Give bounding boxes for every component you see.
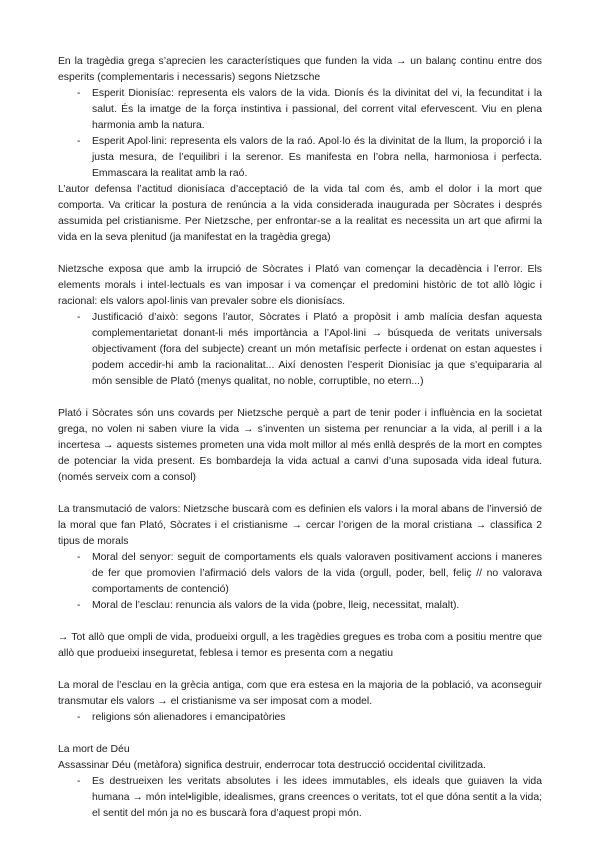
intro-paragraph: En la tragèdia grega s’aprecien les característiques que funden la vida → un balanç continu entre dos esperits (complementaris i necessaris) segons Nietzsche	[58, 56, 542, 83]
list-item-text: Esperit Apol·lini: representa els valors de la raó. Apol·lo és la divinitat de la llum, la proporció i la justa mesura, de l’equilibri i la serenor. Es manifesta en l’obra nella, harmoniosa i perfecta. Emmascara la realitat amb la raó.	[92, 136, 542, 179]
paragraph-gap	[58, 662, 542, 678]
arrow-paragraph: → Tot allò que ompli de vida, produeixi orgull, a les tragèdies gregues es troba com a positiu mentre que allò que produeixi inseguretat, feblesa i temor es presenta com a negatiu	[58, 632, 542, 659]
list-item-text: Moral del senyor: seguit de comportaments els quals valoraven positivament accions i maneres de fer que promovien l’afirmació dels valors de la vida (orgull, poder, bell, feliç // no valorava comportaments de contenció)	[92, 552, 542, 595]
list-item-truths-destroyed	[58, 774, 542, 822]
list-item-text: Moral de l’esclau: renuncia als valors de la vida (pobre, lleig, necessitat, malalt).	[92, 600, 460, 611]
paragraph-gap	[58, 614, 542, 630]
paragraph-gap	[58, 726, 542, 742]
intro-list	[58, 86, 542, 182]
death-of-god-list	[58, 774, 542, 822]
list-item-dionysian	[58, 86, 542, 134]
paragraph-gap	[58, 246, 542, 262]
list-item-master-morality	[58, 550, 542, 598]
list-item-text: Es destrueixen les veritats absolutes i les idees immutables, els ideals que guiaven la vida humana → món intel•ligible, idealismes, grans creences o veritats, tot el que dóna sentit a la vida; el sentit del món ja no es buscarà fora d’aquest propi món.	[92, 776, 542, 819]
bullet-dash: -	[77, 776, 81, 787]
bullet-dash: -	[77, 600, 81, 611]
decadence-list	[58, 310, 542, 390]
list-item-apollonian	[58, 134, 542, 182]
list-item-text: religions són alienadores i emancipatòries	[92, 712, 286, 723]
bullet-dash: -	[77, 136, 81, 147]
list-item-religions	[58, 710, 542, 726]
author-paragraph: L’autor defensa l’actitud dionisíaca d’acceptació de la vida tal com és, amb el dolor i la mort que comporta. Va criticar la postura de renúncia a la vida considerada inaugurada per Sòcrates i després assumida pel cristianisme. Per Nietzsche, per enfrontar-se a la realitat es necessita un art que afirmi la vida en la seva plenitud (ja manifestat en la tragèdia grega)	[58, 184, 542, 243]
bullet-dash: -	[77, 88, 81, 99]
decadence-paragraph: Nietzsche exposa que amb la irrupció de Sòcrates i Plató van començar la decadència i l’error. Els elements morals i intel·lectuals es van imposar i va començar el predomini històric de tot allò lògic i racional: els valors apol·linis van prevaler sobre els dionisíacs.	[58, 264, 542, 307]
section-title-death-of-god: La mort de Déu	[58, 744, 130, 755]
transmutation-list	[58, 550, 542, 614]
death-of-god-paragraph: Assassinar Déu (metàfora) significa destruir, enderrocar tota destrucció occidental civilitzada.	[58, 760, 486, 771]
paragraph-gap	[58, 390, 542, 406]
slave-morality-paragraph: La moral de l’esclau en la grècia antiga, com que era estesa en la majoria de la població, va aconseguir transmutar els valors → el cristianisme va ser imposat com a model.	[58, 680, 542, 707]
transmutation-paragraph: La transmutació de valors: Nietzsche buscarà com es definien els valors i la moral abans de l’inversió de la moral que fan Plató, Sòcrates i el cristianisme → cercar l’origen de la moral cristiana → classifica 2 tipus de morals	[58, 504, 542, 547]
list-item-text: Esperit Dionisíac: representa els valors de la vida. Dionís és la divinitat del vi, la fecunditat i la salut. És la imatge de la força instintiva i passional, del corrent vital efervescent. Viu en plena harmonia amb la natura.	[92, 88, 542, 131]
list-item-text: Justificació d’això: segons l’autor, Sòcrates i Plató a propòsit i amb malícia desfan aquesta complementarietat donant-li més importància a l’Apol·lini → búsqueda de veritats universals objectivament (fora del subjecte) creant un món metafísic perfecte i ordenat on estan aquestes i podem accedir-hi amb la racionalitat... Així denosten l’esperit Dionisíac ja que s’equipararia al món sensible de Plató (menys qualitat, no noble, corruptible, no etern...)	[92, 312, 542, 387]
list-item-justification	[58, 310, 542, 390]
bullet-dash: -	[77, 552, 81, 563]
bullet-dash: -	[77, 712, 81, 723]
list-item-slave-morality	[58, 598, 542, 614]
cowards-paragraph: Plató i Sòcrates són uns covards per Nietzsche perquè a part de tenir poder i influència en la societat grega, no volen ni saben viure la vida → s’inventen un sistema per renunciar a la vida, al perill i a la incertesa → aquests sistemes prometen una vida molt millor al més enllà després de la mort en comptes de potenciar la vida present. Es bombardeja la vida actual a canvi d’una suposada vida ideal futura. (només serveix com a consol)	[58, 408, 542, 483]
paragraph-gap	[58, 486, 542, 502]
bullet-dash: -	[77, 312, 81, 323]
slave-list	[58, 710, 542, 726]
